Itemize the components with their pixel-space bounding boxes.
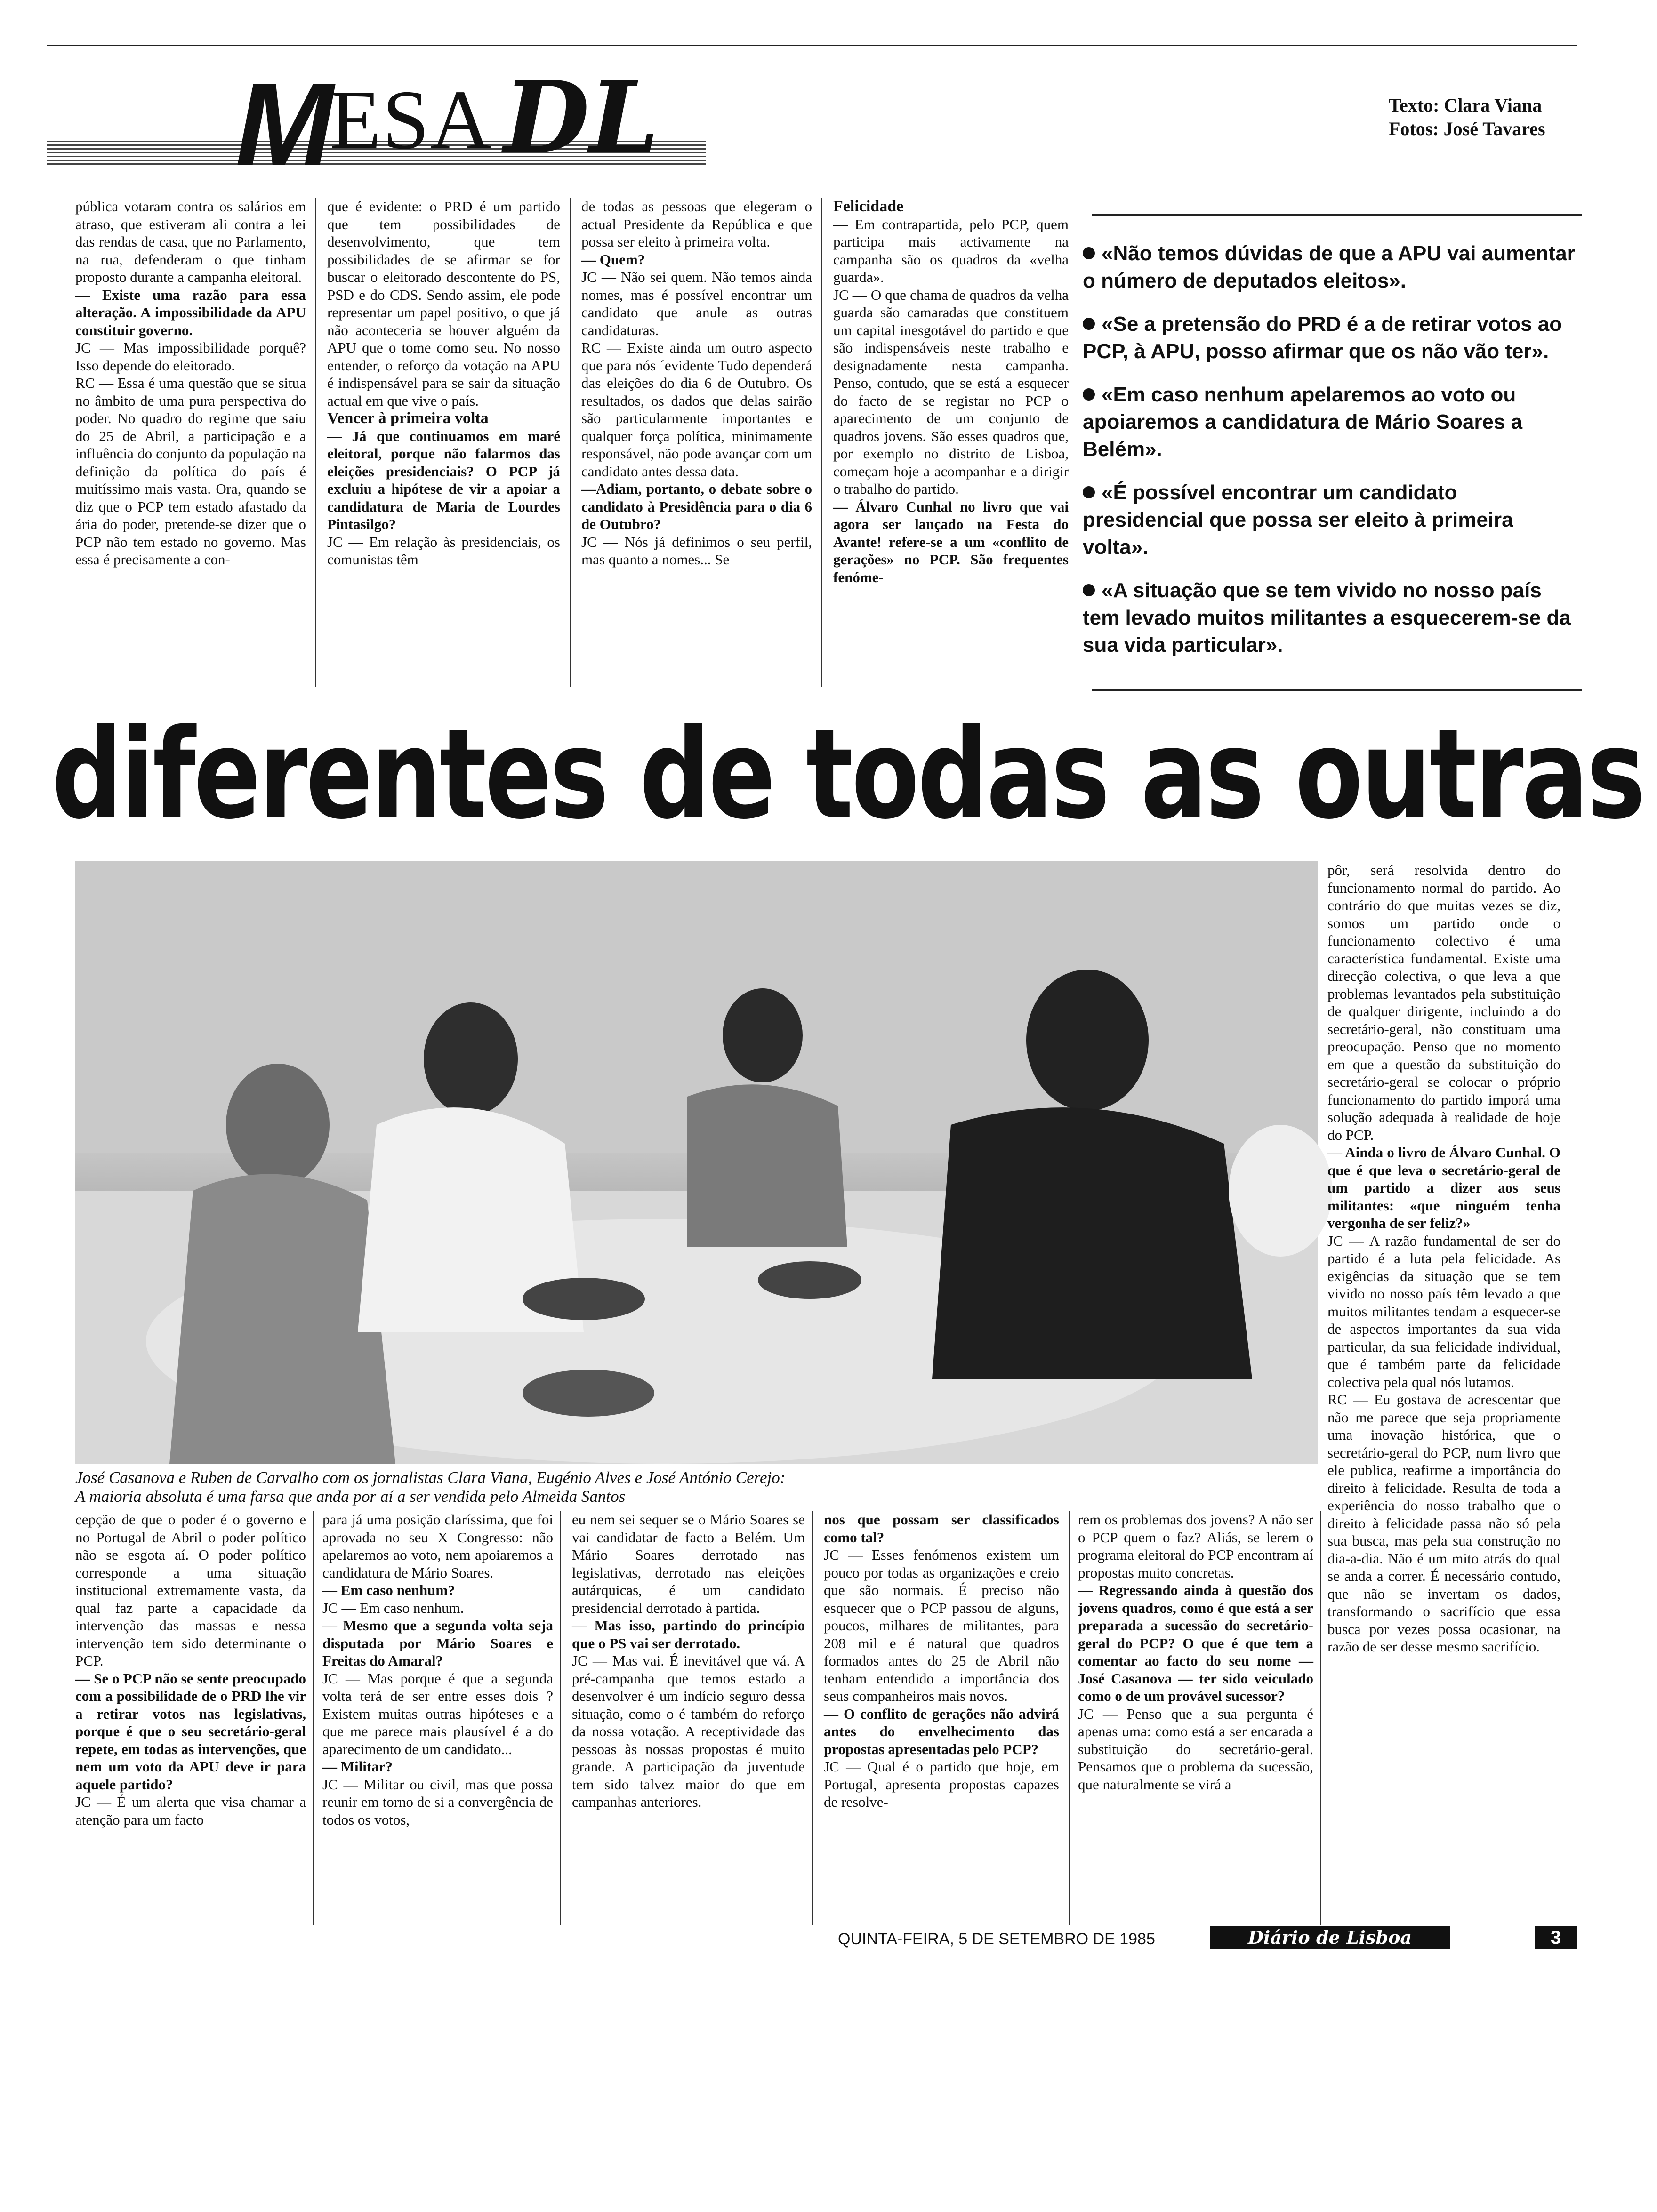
pull-quote-text: «Se a pretensão do PRD é a de retirar votos ao PCP, à APU, posso afirmar que os não vão ter».	[1083, 313, 1562, 363]
paragraph: que é evidente: o PRD é um partido que tem possibilidades de desenvolvimento, que tem possibilidades de se afirmar se for buscar o eleitorado descontente do PS, PSD e do CDS. Sendo assim, ele pode representar um papel positivo, o que já não aconteceria se houver alguém da APU que o tome como seu. No nosso entender, o reforço da votação na APU é indispensável para se sair da situação actual em que vive o país.	[327, 198, 560, 409]
pull-quote	[1083, 577, 1582, 659]
paragraph: RC — Essa é uma questão que se situa no âmbito de uma pura perspectiva do poder. No quadro do regime que saiu do 25 de Abril, a participação e a influência do conjunto da população na definição da política do país é muitíssimo mais vasta. Ora, quando se diz que o PCP tem estado afastado da ária do poder, pretende-se dizer que o PCP não tem estado no governo. Mas essa é precisamente a con-	[75, 375, 306, 568]
section-title-dl: DL	[504, 59, 659, 176]
question-paragraph: — Quem?	[581, 251, 645, 268]
section-title-esa: ESA	[330, 73, 493, 167]
section-title-m: M	[235, 59, 334, 190]
paragraph: cepção de que o poder é o governo e no Portugal de Abril o poder político não se esgota aí. O poder político corresponde a uma situação institucional extremamente vasta, da qual faz parte a capacidade da intervenção das massas e nessa intervenção tem sido determinante o PCP.	[75, 1511, 306, 1669]
subheading: Felicidade	[833, 198, 904, 215]
paragraph: eu nem sei sequer se o Mário Soares se vai candidatar de facto a Belém. Um Mário Soares derrotado nas legislativas, derrotado nas eleições autárquicas, é um candidato presidencial derrotado à partida.	[572, 1511, 805, 1616]
paragraph: JC — O que chama de quadros da velha guarda são camaradas que constituem um capital inesgotável do partido e que são indispensáveis neste trabalho e designadamente nesta campanha. Penso, contudo, que se está a esquecer do facto de se registar no PCP o aparecimento de um conjunto de quadros jovens. São esses quadros que, por exemplo no distrito de Lisboa, começam hoje a acompanhar e a dirigir o trabalho do partido.	[833, 286, 1069, 497]
paragraph: JC — Não sei quem. Não temos ainda nomes, mas é possível encontrar um candidato que anule as outras candidaturas.	[581, 269, 812, 338]
column-rule	[1320, 1511, 1321, 1925]
question-paragraph: — O conflito de gerações não advirá antes do envelhecimento das propostas apresentadas pelo PCP?	[824, 1705, 1059, 1757]
paragraph: JC — Nós já definimos o seu perfil, mas quanto a nomes... Se	[581, 533, 812, 568]
bullet-icon	[1083, 388, 1095, 401]
bottom-column-4	[824, 1511, 1059, 1925]
paragraph: pôr, será resolvida dentro do funcionamento normal do partido. Ao contrário do que muitas vezes se diz, somos um partido onde o funcionamento colectivo é uma característica fundamental. Existe uma direcção colectiva, o que leva a que problemas levantados pela substituição de qualquer dirigente, incluindo a do secretário-geral, não constituam uma preocupação. Penso que no momento em que a questão da substituição do secretário-geral se colocar o próprio funcionamento do partido imporá uma solução adequada à realidade de hoje do PCP.	[1327, 862, 1560, 1143]
column-rule	[821, 198, 822, 687]
top-column-3	[581, 198, 812, 687]
footer-dateline: QUINTA-FEIRA, 5 DE SETEMBRO DE 1985	[838, 1930, 1155, 1948]
right-column	[1327, 861, 1560, 1655]
question-paragraph: — Álvaro Cunhal no livro que vai agora ser lançado na Festa do Avante! refere-se a um «conflito de gerações» no PCP. São frequentes fenóme-	[833, 498, 1069, 585]
photo-caption-line-1: José Casanova e Ruben de Carvalho com os jornalistas Clara Viana, Eugénio Alves e José António Cerejo:	[75, 1468, 786, 1487]
question-paragraph: — Mesmo que a segunda volta seja disputada por Mário Soares e Freitas do Amaral?	[322, 1617, 553, 1669]
question-paragraph: nos que possam ser classificados como tal?	[824, 1511, 1059, 1546]
photo	[75, 861, 1318, 1464]
bullet-icon	[1083, 318, 1095, 330]
paragraph: rem os problemas dos jovens? A não ser o PCP quem o faz? Aliás, se lerem o programa eleitoral do PCP encontram aí propostas muito concretas.	[1078, 1511, 1313, 1581]
question-paragraph: — Mas isso, partindo do princípio que o PS vai ser derrotado.	[572, 1617, 805, 1651]
question-paragraph: — Existe uma razão para essa alteração. A impossibilidade da APU constituir governo.	[75, 286, 306, 338]
bottom-column-1	[75, 1511, 306, 1925]
paragraph: JC — A razão fundamental de ser do partido é a luta pela felicidade. As exigências da situação que se tem vivido no nosso país têm levado a que muitos militantes tendam a esquecer-se de aspectos importantes da sua vida particular, da sua felicidade individual, que é também parte da felicidade colectiva pela qual nós lutamos.	[1327, 1232, 1560, 1390]
paragraph: JC — Mas porque é que a segunda volta terá de ser entre esses dois ? Existem muitas outras hipóteses e a que me parece mais plausível é a do aparecimento de um candidato...	[322, 1670, 553, 1757]
footer-paper-name: Diário de Lisboa	[1210, 1926, 1450, 1949]
quotes-bottom-rule	[1092, 689, 1582, 691]
column-rule	[560, 1511, 561, 1925]
pull-quote	[1083, 381, 1582, 463]
subheading: Vencer à primeira volta	[327, 409, 489, 427]
paragraph: JC — Militar ou civil, mas que possa reunir em torno de si a convergência de todos os votos,	[322, 1776, 553, 1828]
photo-caption-line-2: A maioria absoluta é uma farsa que anda por aí a ser vendida pelo Almeida Santos	[75, 1487, 626, 1506]
masthead-rule	[47, 45, 1577, 46]
paragraph: JC — Qual é o partido que hoje, em Portugal, apresenta propostas capazes de resolve-	[824, 1758, 1059, 1810]
paragraph: de todas as pessoas que elegeram o actual Presidente da República e que possa ser eleito à primeira volta.	[581, 198, 812, 250]
question-paragraph: — Já que continuamos em maré eleitoral, porque não falarmos das eleições presidenciais? O PCP já excluiu a hipótese de vir a apoiar a candidatura de Maria de Lourdes Pintasilgo?	[327, 427, 560, 532]
paragraph: JC — É um alerta que visa chamar a atenção para um facto	[75, 1794, 306, 1828]
bottom-column-5	[1078, 1511, 1313, 1925]
paragraph: JC — Em caso nenhum.	[322, 1599, 464, 1616]
footer-page-number: 3	[1535, 1926, 1577, 1949]
pull-quote	[1083, 240, 1582, 295]
top-column-1	[75, 198, 306, 687]
paragraph: RC — Existe ainda um outro aspecto que para nós ´evidente Tudo dependerá das eleições do dia 6 de Outubro. Os resultados, os dados que delas sairão são particularmente importantes e qualquer força política, minimamente responsável, não pode avançar com um candidato antes dessa data.	[581, 339, 812, 480]
masthead	[47, 47, 1577, 190]
column-rule	[313, 1511, 314, 1925]
question-paragraph: — Regressando ainda à questão dos jovens quadros, como é que está a ser preparada a sucessão do secretário-geral do PCP? O que é que tem a comentar ao facto do seu nome — José Casanova — ter sido veiculado como o de um provável sucessor?	[1078, 1582, 1313, 1704]
top-column-4	[833, 198, 1069, 687]
paragraph: JC — Em relação às presidenciais, os comunistas têm	[327, 533, 560, 568]
paragraph: pública votaram contra os salários em atraso, que estiveram ali contra a lei das rendas de casa, que no Parlamento, na rua, defenderam o que tinham proposto durante a campanha eleitoral.	[75, 198, 306, 285]
paragraph: JC — Mas impossibilidade porquê? Isso depende do eleitorado.	[75, 339, 306, 374]
paragraph: JC — Mas vai. É inevitável que vá. A pré-campanha que temos estado a desenvolver é um indício seguro dessa situação, como o é também do reforço da nossa votação. A receptividade das pessoas às nossas propostas é muito grande. A participação da juventude tem sido talvez maior do que em campanhas anteriores.	[572, 1652, 805, 1810]
paragraph: — Em contrapartida, pelo PCP, quem participa mais activamente na campanha são os quadros da «velha guarda».	[833, 216, 1069, 285]
top-column-2	[327, 198, 560, 687]
paragraph: JC — Esses fenómenos existem um pouco por todas as organizações e creio que são normais. É preciso não esquecer que o PCP passou de alguns, poucos, milhares de militantes, para 208 mil e é natural que quadros formados antes do 25 de Abril não tenham entendido a importância dos seus companheiros mais novos.	[824, 1547, 1059, 1704]
column-rule	[1069, 1511, 1070, 1925]
credit-text: Texto: Clara Viana	[1389, 95, 1542, 116]
pull-quote-text: «É possível encontrar um candidato presidencial que possa ser eleito à primeira volta».	[1083, 481, 1513, 559]
quotes-top-rule	[1092, 214, 1582, 216]
column-rule	[812, 1511, 813, 1925]
photo-illustration	[75, 861, 1318, 1464]
bullet-icon	[1083, 486, 1095, 498]
headline: diferentes de todas as outras	[52, 702, 1644, 847]
pull-quote-text: «A situação que se tem vivido no nosso país tem levado muitos militantes a esquecerem-se da sua vida particular».	[1083, 579, 1571, 657]
pull-quote-text: «Não temos dúvidas de que a APU vai aumentar o número de deputados eleitos».	[1083, 242, 1575, 292]
bottom-column-3	[572, 1511, 805, 1925]
credit-photos: Fotos: José Tavares	[1389, 118, 1545, 139]
question-paragraph: — Ainda o livro de Álvaro Cunhal. O que é que leva o secretário-geral de um partido a dizer aos seus militantes: «que ninguém tenha vergonha de ser feliz?»	[1327, 1144, 1560, 1231]
bullet-icon	[1083, 584, 1095, 596]
pull-quote	[1083, 311, 1582, 365]
question-paragraph: — Militar?	[322, 1758, 393, 1775]
paragraph: JC — Penso que a sua pergunta é apenas uma: como está a ser encarada a substituição do secretário-geral. Pensamos que o problema da sucessão, que naturalmente se virá a	[1078, 1705, 1313, 1793]
pull-quote-text: «Em caso nenhum apelaremos ao voto ou apoiaremos a candidatura de Mário Soares a Belém».	[1083, 383, 1523, 461]
paragraph: RC — Eu gostava de acrescentar que não me parece que seja propriamente uma inovação histórica, que o secretário-geral do PCP, num livro que ele publica, reafirme a importância do direito à felicidade. Resulta de toda a experiência do nosso trabalho que o direito à felicidade passa não só pela sua busca, mas pela sua construção no dia-a-dia. Não é um mito atrás do qual se anda a correr. É necessário contudo, que não se invertam os dados, transformando o sacrifício que essa busca por vezes possa ocasionar, na razão de ser desse mesmo sacrifício.	[1327, 1391, 1560, 1655]
bullet-icon	[1083, 247, 1095, 259]
paragraph: para já uma posição claríssima, que foi aprovada no seu X Congresso: não apelaremos ao voto, nem apoiaremos a candidatura de Mário Soares.	[322, 1511, 553, 1581]
question-paragraph: — Em caso nenhum?	[322, 1582, 455, 1598]
bottom-column-2	[322, 1511, 553, 1925]
column-rule	[570, 198, 571, 687]
pull-quote	[1083, 479, 1582, 561]
column-rule	[315, 198, 316, 687]
question-paragraph: —Adiam, portanto, o debate sobre o candidato à Presidência para o dia 6 de Outubro?	[581, 481, 812, 532]
question-paragraph: — Se o PCP não se sente preocupado com a possibilidade de o PRD lhe vir a retirar votos nas legislativas, porque é que o seu secretário-geral repete, em todas as intervenções, que nem um voto da APU deve ir para aquele partido?	[75, 1670, 306, 1793]
pull-quotes	[1083, 240, 1582, 664]
